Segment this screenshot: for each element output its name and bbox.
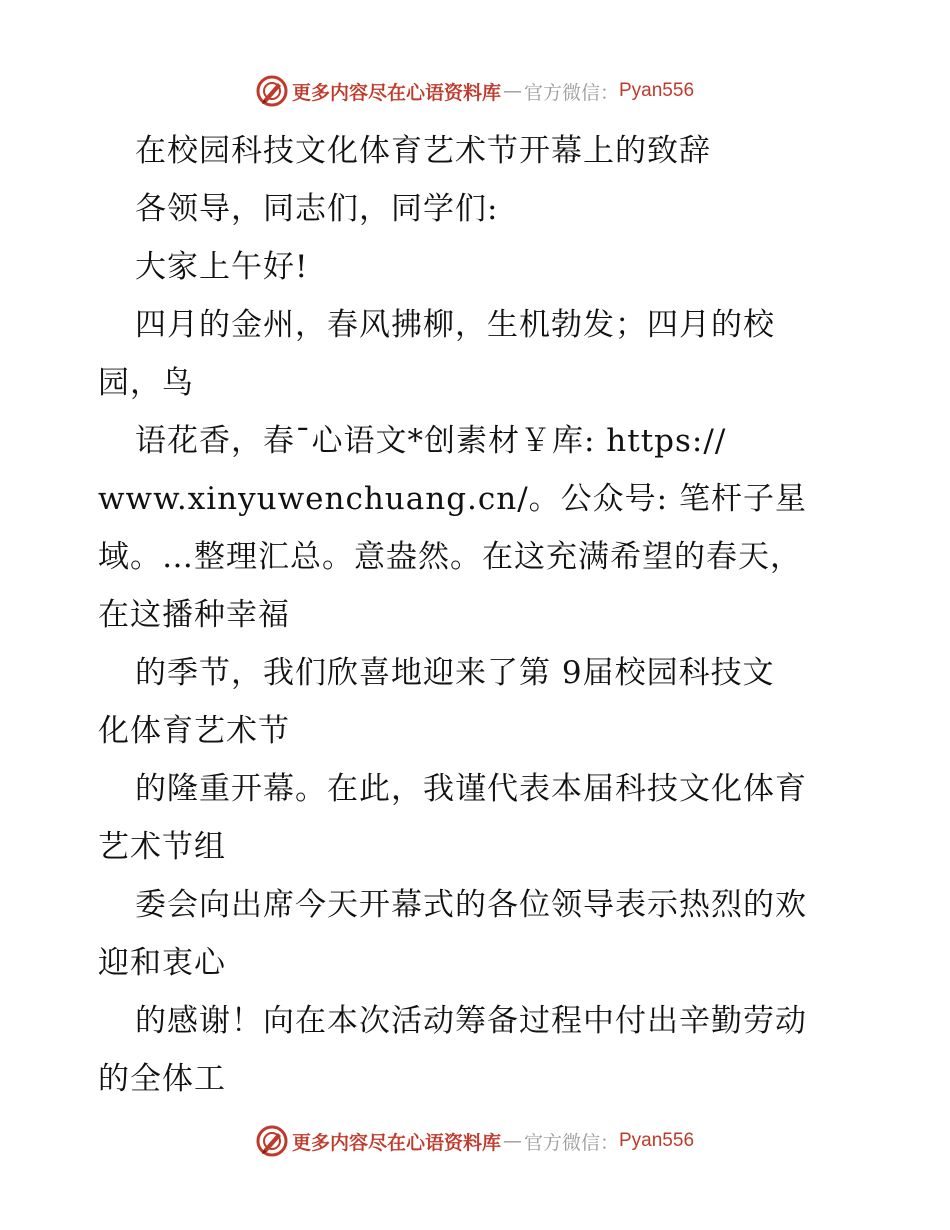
body-line: 四月的金州，春风拂柳，生机勃发；四月的校 <box>135 307 775 343</box>
body-line: 语花香，春¯心语文*创素材￥库: https:// <box>135 423 727 459</box>
body-line: 的全体工 <box>98 1061 226 1097</box>
footer-banner-dash: — <box>502 1130 522 1152</box>
footer-contact-label: 官方微信： <box>523 1131 619 1154</box>
footer-contact-id: Pyan556 <box>619 1130 695 1151</box>
pen-logo-icon <box>256 1125 288 1157</box>
header-contact-label: 官方微信： <box>523 81 619 104</box>
salutation: 各领导，同志们，同学们: <box>135 191 499 227</box>
document-body <box>98 122 888 1108</box>
header-contact-id: Pyan556 <box>619 80 695 101</box>
body-line: 迎和衷心 <box>98 945 226 981</box>
pen-logo-icon <box>256 75 288 107</box>
body-line: 园，鸟 <box>98 365 194 401</box>
body-line: 化体育艺术节 <box>98 713 290 749</box>
body-line: 的季节，我们欣喜地迎来了第 9届校园科技文 <box>135 655 775 691</box>
document-title: 在校园科技文化体育艺术节开幕上的致辞 <box>135 133 711 169</box>
header-banner-dash: — <box>502 80 522 102</box>
header-banner-text: 更多内容尽在心语资料库 <box>291 81 501 104</box>
body-line: www.xinyuwenchuang.cn/。公众号: 笔杆子星 <box>98 481 807 517</box>
body-line: 域。…整理汇总。意盎然。在这充满希望的春天， <box>98 539 802 575</box>
body-line: 艺术节组 <box>98 829 226 865</box>
body-line: 的隆重开幕。在此，我谨代表本届科技文化体育 <box>135 771 807 807</box>
greeting: 大家上午好! <box>135 249 309 285</box>
header-banner <box>0 71 950 111</box>
body-line: 的感谢！向在本次活动筹备过程中付出辛勤劳动 <box>135 1003 807 1039</box>
footer-banner <box>0 1121 950 1161</box>
footer-banner-text: 更多内容尽在心语资料库 <box>291 1131 501 1154</box>
body-line: 委会向出席今天开幕式的各位领导表示热烈的欢 <box>135 887 807 923</box>
body-line: 在这播种幸福 <box>98 597 290 633</box>
